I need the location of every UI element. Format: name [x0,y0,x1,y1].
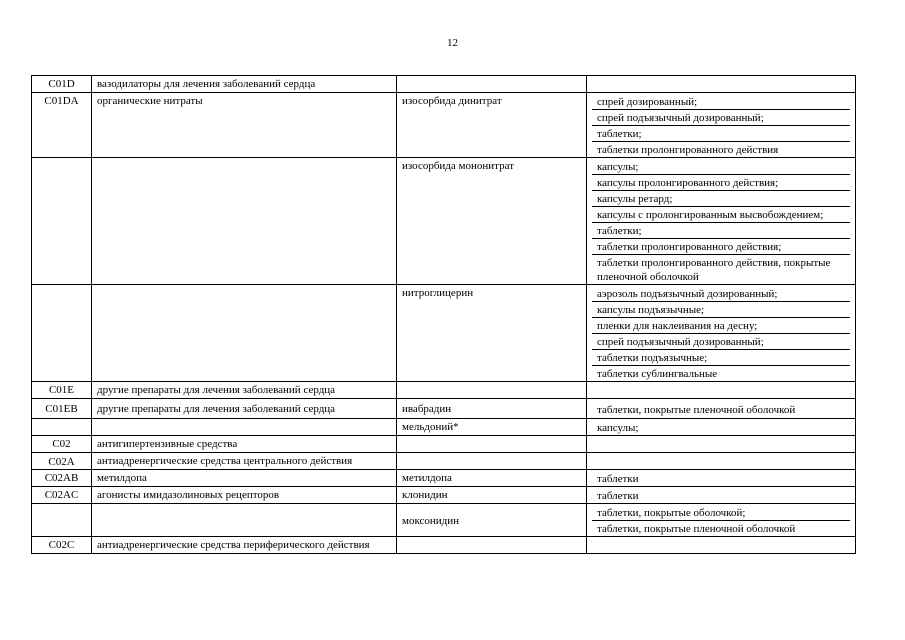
atc-code: C01E [32,382,92,399]
table-row [32,419,856,436]
atc-code: C02AB [32,470,92,487]
drug-table [31,75,856,554]
table-row [32,93,856,158]
atc-code: C01DA [32,93,92,158]
atc-group: антигипертензивные средства [92,436,397,453]
dosage-form: капсулы ретард; [592,191,850,207]
dosage-form: таблетки; [592,223,850,239]
dosage-forms [587,504,856,537]
dosage-forms [587,399,856,419]
drug-name: изосорбида мононитрат [397,158,587,285]
dosage-forms [587,93,856,158]
atc-group: метилдопа [92,470,397,487]
drug-name: изосорбида динитрат [397,93,587,158]
dosage-forms [587,382,856,399]
dosage-forms [587,158,856,285]
drug-name [397,76,587,93]
drug-name [397,382,587,399]
table-row [32,453,856,470]
atc-group [92,285,397,382]
dosage-form: капсулы подъязычные; [592,302,850,318]
dosage-form: таблетки пролонгированного действия; [592,239,850,255]
dosage-form: таблетки пролонгированного действия, покрытые пленочной оболочкой [597,257,831,283]
atc-code [32,285,92,382]
dosage-form: таблетки подъязычные; [592,350,850,366]
table-row [32,399,856,419]
atc-group: агонисты имидазолиновых рецепторов [92,487,397,504]
atc-group [92,504,397,537]
atc-group: антиадренергические средства центрального действия [92,453,397,470]
dosage-form: аэрозоль подъязычный дозированный; [592,286,850,302]
drug-name: мельдоний* [397,419,587,436]
dosage-forms [587,285,856,382]
table-row [32,470,856,487]
atc-code: C02AC [32,487,92,504]
drug-name: метилдопа [397,470,587,487]
table-row [32,382,856,399]
table-row [32,504,856,537]
drug-name [397,436,587,453]
drug-name [397,537,587,554]
dosage-form: капсулы с пролонгированным высвобождением; [592,207,850,223]
dosage-forms [587,487,856,504]
atc-group: другие препараты для лечения заболеваний сердца [92,399,397,419]
dosage-form: таблетки, покрытые пленочной оболочкой [597,403,796,416]
atc-group [92,419,397,436]
drug-name: клонидин [397,487,587,504]
atc-code: C01EB [32,399,92,419]
drug-name: ивабрадин [397,399,587,419]
page-number: 12 [447,37,458,49]
dosage-forms [587,537,856,554]
dosage-forms [587,470,856,487]
dosage-form: пленки для наклеивания на десну; [592,318,850,334]
dosage-forms [587,453,856,470]
dosage-form: таблетки [597,473,639,485]
dosage-form: таблетки, покрытые оболочкой; [592,505,850,521]
dosage-form: капсулы; [597,422,639,434]
dosage-form: таблетки сублингвальные [597,368,718,380]
atc-code [32,419,92,436]
atc-code: C02A [32,453,92,470]
dosage-form: спрей подъязычный дозированный; [592,110,850,126]
dosage-form: таблетки пролонгированного действия [597,144,779,156]
atc-code: C02C [32,537,92,554]
dosage-forms [587,76,856,93]
dosage-form: таблетки; [592,126,850,142]
dosage-form: таблетки [597,490,639,502]
dosage-form: спрей подъязычный дозированный; [592,334,850,350]
dosage-forms [587,419,856,436]
table-row [32,487,856,504]
atc-code: C02 [32,436,92,453]
dosage-form: капсулы пролонгированного действия; [592,175,850,191]
atc-group [92,158,397,285]
atc-code: C01D [32,76,92,93]
table-row [32,537,856,554]
dosage-form: спрей дозированный; [592,94,850,110]
dosage-form: таблетки, покрытые пленочной оболочкой [597,523,796,535]
atc-code [32,158,92,285]
table-row [32,76,856,93]
atc-group: антиадренергические средства периферического действия [92,537,397,554]
drug-name: моксонидин [397,504,587,537]
atc-group: органические нитраты [92,93,397,158]
drug-name [397,453,587,470]
atc-code [32,504,92,537]
dosage-form: капсулы; [592,159,850,175]
table-row [32,285,856,382]
table-row [32,158,856,285]
atc-group: другие препараты для лечения заболеваний сердца [92,382,397,399]
dosage-forms [587,436,856,453]
drug-name: нитроглицерин [397,285,587,382]
table-row [32,436,856,453]
atc-group: вазодилаторы для лечения заболеваний сердца [92,76,397,93]
